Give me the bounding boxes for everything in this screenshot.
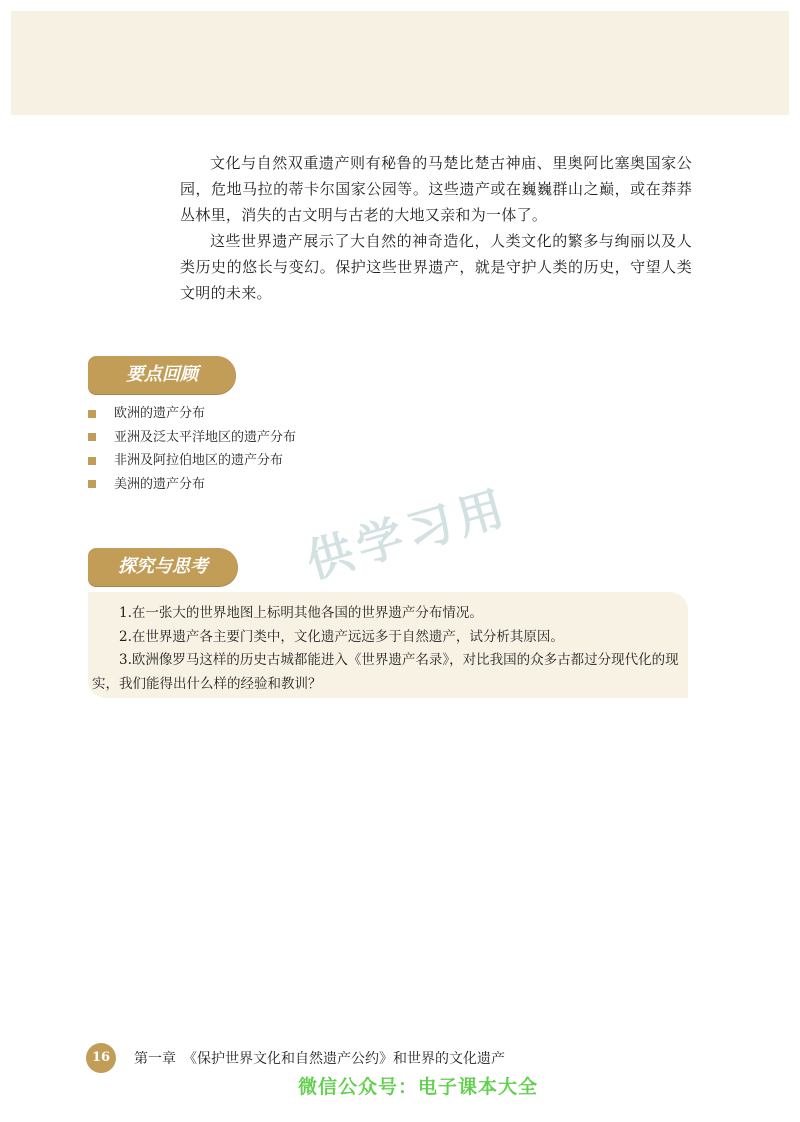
list-item [88, 402, 296, 426]
square-bullet-icon [88, 457, 96, 465]
review-section-title: 要点回顾 [88, 356, 236, 394]
explore-section-title: 探究与思考 [88, 548, 238, 586]
watermark-text: 供学习用 [300, 479, 516, 589]
list-item [88, 449, 296, 473]
list-item [88, 426, 296, 450]
review-item-label: 欧洲的遗产分布 [114, 406, 206, 421]
review-item-label: 亚洲及泛太平洋地区的遗产分布 [114, 429, 297, 445]
review-list [88, 402, 296, 496]
list-item [88, 473, 296, 497]
square-bullet-icon [88, 480, 96, 488]
chapter-title: 第一章 《保护世界文化和自然遗产公约》和世界的文化遗产 [134, 1051, 505, 1067]
page-number: 16 [86, 1043, 116, 1073]
question-item: 2.在世界遗产各主要门类中，文化遗产远远多于自然遗产，试分析其原因。 [119, 628, 564, 645]
square-bullet-icon [88, 410, 96, 418]
body-paragraph: 这些世界遗产展示了大自然的神奇造化，人类文化的繁多与绚丽以及人类历史的悠长与变幻。保护这些世界遗产，就是守护人类的历史，守望人类文明的未来。 [180, 232, 692, 302]
body-paragraph: 文化与自然双重遗产则有秘鲁的马楚比楚古神庙、里奥阿比塞奥国家公园，危地马拉的蒂卡尔国家公园等。这些遗产或在巍巍群山之巅，或在莽莽丛林里，消失的古文明与古老的大地又亲和为一体了。 [180, 154, 692, 224]
review-item-label: 非洲及阿拉伯地区的遗产分布 [114, 453, 284, 468]
square-bullet-icon [88, 433, 96, 441]
review-item-label: 美洲的遗产分布 [114, 476, 206, 492]
header-band [11, 11, 789, 115]
body-text [180, 150, 692, 306]
wechat-note: 微信公众号：电子课本大全 [298, 1076, 539, 1098]
question-item: 3.欧洲像罗马这样的历史古城都能进入《世界遗产名录》，对比我国的众多古都过分现代化的现实，我们能得出什么样的经验和教训？ [92, 652, 679, 692]
explore-questions [92, 602, 686, 696]
question-item: 1.在一张大的世界地图上标明其他各国的世界遗产分布情况。 [119, 605, 483, 621]
